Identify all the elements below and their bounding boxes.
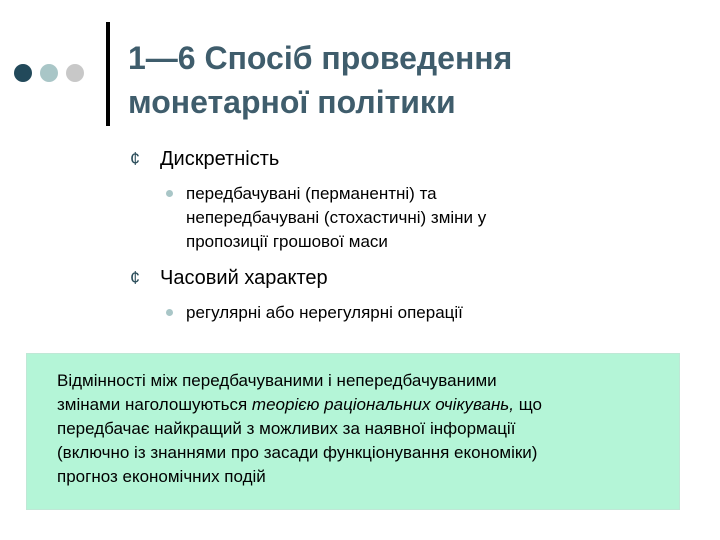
note-line-2-end: що (513, 395, 542, 414)
sub-bullet-line: пропозиції грошової маси (186, 232, 388, 251)
decorative-dots (14, 64, 84, 82)
bullet-label: Часовий характер (160, 267, 328, 289)
title-divider (106, 22, 110, 126)
note-line-4: (включно із знаннями про засади функціонування економіки) (57, 443, 538, 462)
dot-bullet-icon (166, 309, 173, 316)
slide-title-line-1: 1—6 Спосіб проведення (128, 40, 513, 76)
note-line-3: передбачає найкращий з можливих за наявної інформації (57, 419, 516, 438)
sub-bullet-line: непередбачувані (стохастичні) зміни у (186, 208, 487, 227)
sub-bullet-text (186, 182, 606, 254)
note-line-1: Відмінності між передбачуваними і непередбачуваними (57, 371, 497, 390)
sub-bullet-text (186, 301, 606, 325)
dot-teal-icon (40, 64, 58, 82)
sub-bullet-line: регулярні або нерегулярні операції (186, 303, 463, 322)
circle-slash-bullet-icon: ¢ (130, 149, 141, 169)
bullet-label: Дискретність (160, 148, 280, 170)
dot-gray-icon (66, 64, 84, 82)
note-line-2-start: змінами наголошуються (57, 395, 252, 414)
circle-slash-bullet-icon: ¢ (130, 268, 141, 288)
slide-title (128, 36, 688, 124)
dot-dark-icon (14, 64, 32, 82)
note-line-5: прогноз економічних подій (57, 467, 266, 486)
sub-bullet-line: передбачувані (перманентні) та (186, 184, 437, 203)
slide-title-line-2: монетарної політики (128, 84, 456, 120)
note-box (26, 353, 680, 510)
dot-bullet-icon (166, 190, 173, 197)
note-emphasis: теорією раціональних очікувань, (251, 395, 514, 414)
